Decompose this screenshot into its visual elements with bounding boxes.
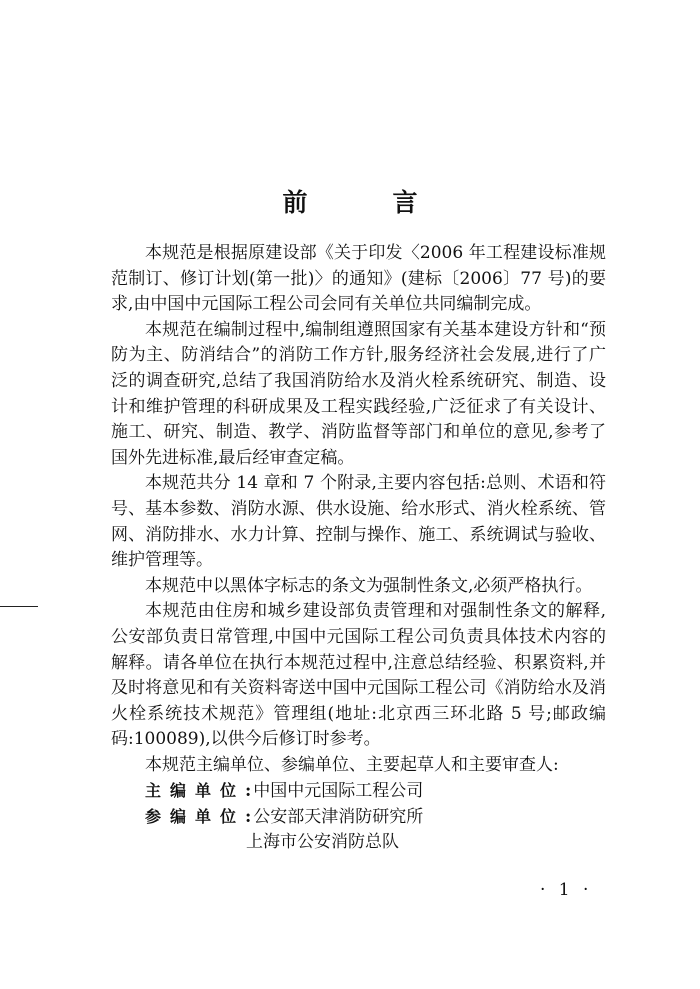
body-text xyxy=(111,241,606,855)
paragraph-5: 本规范由住房和城乡建设部负责管理和对强制性条文的解释,公安部负责日常管理,中国中元国际工程公司负责具体技术内容的解释。请各单位在执行本规范过程中,注意总结经验、积累资料,并及时将意见和有关资料寄送中国中元国际工程公司《消防给水及消火栓系统技术规范》管理组(地址:北京西三环北路 5 号;邮政编码:100089),以供今后修订时参考。 xyxy=(111,601,606,750)
chief-unit-colon: : xyxy=(245,781,252,802)
participating-unit-row xyxy=(111,804,606,830)
page-number: · 1 · xyxy=(540,880,593,900)
paragraph-6: 本规范主编单位、参编单位、主要起草人和主要审查人: xyxy=(145,754,559,775)
participating-unit-value-2: 上海市公安消防总队 xyxy=(246,831,399,852)
paragraph-4: 本规范中以黑体字标志的条文为强制性条文,必须严格执行。 xyxy=(145,575,593,596)
chief-unit-label: 主编单位 xyxy=(145,781,246,801)
paragraph-1: 本规范是根据原建设部《关于印发〈2006 年工程建设标准规范制订、修订计划(第一批)〉的通知》(建标〔2006〕77 号)的要求,由中国中元国际工程公司会同有关单位共同编制完成。 xyxy=(111,243,606,315)
paragraph-2: 本规范在编制过程中,编制组遵照国家有关基本建设方针和“预防为主、防消结合”的消防工作方针,服务经济社会发展,进行了广泛的调查研究,总结了我国消防给水及消火栓系统研究、制造、设计和维护管理的科研成果及工程实践经验,广泛征求了有关设计、施工、研究、制造、教学、消防监督等部门和单位的意见,参考了国外先进标准,最后经审查定稿。 xyxy=(111,319,606,468)
chief-unit-value: 中国中元国际工程公司 xyxy=(253,781,424,802)
participating-unit-value-1: 公安部天津消防研究所 xyxy=(253,807,424,828)
paragraph-3: 本规范共分 14 章和 7 个附录,主要内容包括:总则、术语和符号、基本参数、消防水源、供水设施、给水形式、消火栓系统、管网、消防排水、水力计算、控制与操作、施工、系统调试与验收、维护管理等。 xyxy=(111,473,606,571)
participating-unit-label: 参编单位 xyxy=(145,807,246,827)
page-title: 前 言 xyxy=(282,187,448,217)
chief-unit-row xyxy=(111,778,606,804)
margin-mark xyxy=(0,606,38,607)
participating-unit-colon: : xyxy=(245,807,252,828)
unit-roster xyxy=(111,778,606,855)
